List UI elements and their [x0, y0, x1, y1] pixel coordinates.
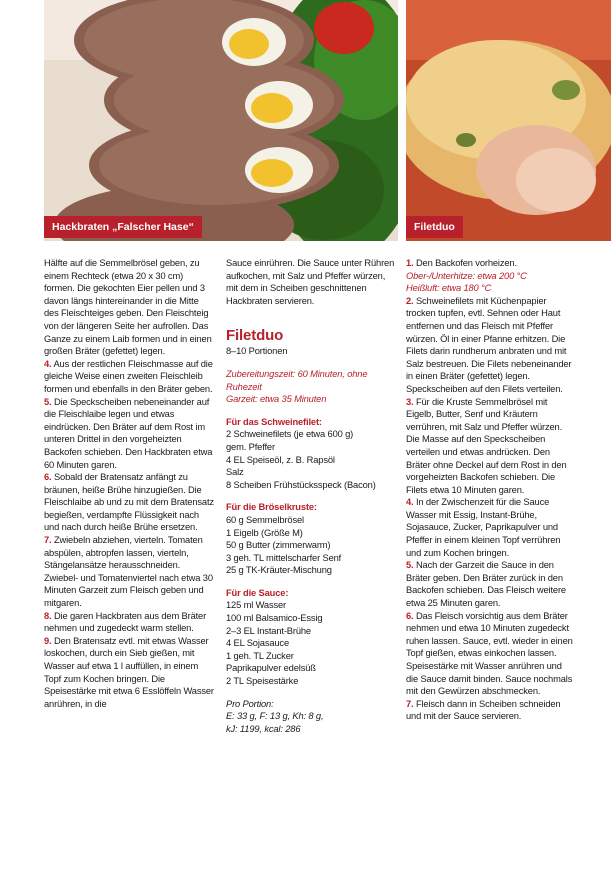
section-title: Für die Bröselkruste: — [226, 502, 317, 513]
ingredient: 2 Schweinefilets (je etwa 600 g) — [226, 429, 354, 440]
meatloaf-photo — [44, 0, 398, 241]
paragraph: Hälfte auf die Semmelbrösel geben, zu einem Rechteck (etwa 20 x 30 cm) formen. Die gekochten Eier pellen und 3 davon längs hintereinander in die Mitte des Fleischteiges geben. Den Fleischteig von der längeren Seite her aufrollen. Das Ganze zu einem Laib formen und in einen großen Bräter (gefettet) legen. — [44, 258, 212, 357]
step-2: 2. Schweinefilets mit Küchenpapier trocken tupfen, evtl. Sehnen oder Haut entfernen und das Fleisch mit Pfeffer würzen. Öl in einer Pfanne erhitzen. Die Filets darin rundherum anbraten und mit Salz bestreuen. Die Filets nebeneinander in einen Bräter (gefettet) legen. Speckscheiben auf den Filets verteilen. — [406, 295, 572, 394]
nutrition-energy: kJ: 1199, kcal: 286 — [226, 723, 301, 734]
step-9: 9. Den Bratensatz evtl. mit etwas Wasser loskochen, durch ein Sieb gießen, mit Wasser auf etwa 1 l auffüllen, in einem Topf zum Kochen bringen. Die Speisestärke mit etwa 6 Esslöffeln Wasser anrühren, in die — [44, 635, 214, 709]
photo-caption-meatloaf: Hackbraten „Falscher Hase“ — [44, 216, 202, 238]
ingredient: 50 g Butter (zimmerwarm) — [226, 540, 331, 551]
step-5: 5. Die Speckscheiben nebeneinander auf die Fleischlaibe legen und etwas eindrücken. Den Bräter auf dem Rost im unteren Drittel in den vorgeheizten Backofen schieben. Den Hackbraten etwa 60 Minuten garen. — [44, 396, 213, 470]
ingredient: gem. Pfeffer — [226, 441, 275, 452]
step-1: 1. Den Backofen vorheizen. — [406, 258, 517, 268]
ingredient: 4 EL Speiseöl, z. B. Rapsöl — [226, 454, 335, 465]
ingredient: 1 Eigelb (Größe M) — [226, 527, 303, 538]
ingredient: 3 geh. TL mittelscharfer Senf — [226, 552, 342, 563]
step-5: 5. Nach der Garzeit die Sauce in den Bräter geben. Den Bräter zurück in den Backofen schieben. Das Fleisch weitere etwa 25 Minuten garen. — [406, 560, 566, 609]
step-3: 3. Für die Kruste Semmelbrösel mit Eigelb, Butter, Senf und Kräutern verrühren, mit Salz und Pfeffer würzen. Die Masse auf den Speckscheiben verteilen und etwas andrücken. Den Bräter ohne Deckel auf dem Rost in den vorgeheizten Backofen schieben. Die Filets etwa 10 Minuten garen. — [406, 396, 567, 495]
step-6: 6. Sobald der Bratensatz anfängt zu bräunen, heiße Brühe hinzugießen. Die Fleischlaibe ab und zu mit dem Bratensatz begießen, verdampfte Flüssigkeit nach und nach durch heiße Brühe ersetzen. — [44, 472, 214, 533]
recipe-title: Filetduo — [226, 327, 284, 345]
oven-setting: Heißluft: etwa 180 °C — [406, 283, 492, 294]
nutrition-values: E: 33 g, F: 13 g, Kh: 8 g, — [226, 711, 324, 722]
oven-setting: Ober-/Unterhitze: etwa 200 °C — [406, 270, 527, 281]
step-8: 8. Die garen Hackbraten aus dem Bräter nehmen und zugedeckt warm stellen. — [44, 610, 207, 634]
nutrition-label: Pro Portion: — [226, 698, 274, 709]
ingredient: 1 geh. TL Zucker — [226, 650, 294, 661]
ingredient: 25 g TK-Kräuter-Mischung — [226, 565, 332, 576]
column-fillet-ingredients — [226, 257, 398, 735]
paragraph: Sauce einrühren. Die Sauce unter Rühren aufkochen, mit Salz und Pfeffer würzen, mit dem in Scheiben geschnittenen Hackbraten servieren. — [226, 258, 395, 306]
ingredient: Paprikapulver edelsüß — [226, 663, 316, 674]
section-title: Für die Sauce: — [226, 587, 289, 598]
ingredient: 2–3 EL Instant-Brühe — [226, 625, 311, 636]
ingredient: Salz — [226, 467, 244, 478]
column-fillet-steps — [406, 257, 576, 723]
section-title: Für das Schweinefilet: — [226, 416, 322, 427]
ingredient: 100 ml Balsamico-Essig — [226, 613, 323, 624]
pork-fillet-photo — [406, 0, 611, 241]
cook-time: Garzeit: etwa 35 Minuten — [226, 394, 327, 405]
step-4: 4. Aus der restlichen Fleischmasse auf die gleiche Weise einen zweiten Fleischleib formen und ebenfalls in den Bräter geben. — [44, 358, 213, 394]
step-7: 7. Fleisch dann in Scheiben schneiden und mit der Sauce servieren. — [406, 698, 561, 722]
ingredient: 8 Scheiben Frühstücksspeck (Bacon) — [226, 479, 376, 490]
ingredient: 2 TL Speisestärke — [226, 676, 299, 687]
column-meatloaf-steps — [44, 257, 214, 710]
ingredient: 125 ml Wasser — [226, 600, 287, 611]
step-4: 4. In der Zwischenzeit für die Sauce Wasser mit Essig, Instant-Brühe, Sojasauce, Zucker, Paprikapulver und Pfeffer in einem kleinen Topf verrühren und zum Kochen bringen. — [406, 497, 561, 558]
portions: 8–10 Portionen — [226, 346, 288, 357]
ingredient: 60 g Semmelbrösel — [226, 514, 304, 525]
photo-caption-fillet: Filetduo — [406, 216, 463, 238]
ingredient: 4 EL Sojasauce — [226, 638, 290, 649]
prep-time: Zubereitungszeit: 60 Minuten, ohne Ruhezeit — [226, 368, 368, 392]
step-7: 7. Zwiebeln abziehen, vierteln. Tomaten abspülen, abtropfen lassen, vierteln, Stängelansätze herausschneiden. Zwiebel- und Tomatenviertel nach etwa 30 Minuten Garzeit zum Fleisch geben und mitgaren. — [44, 535, 213, 609]
step-6: 6. Das Fleisch vorsichtig aus dem Bräter nehmen und etwa 10 Minuten zugedeckt ruhen lassen. Sauce, evtl. wieder in einen Topf gießen, etwas einkochen lassen. Speisestärke mit Wasser anrühren und die Sauce damit binden. Sauce nochmals mit den Gewürzen abschmecken. — [406, 610, 573, 697]
